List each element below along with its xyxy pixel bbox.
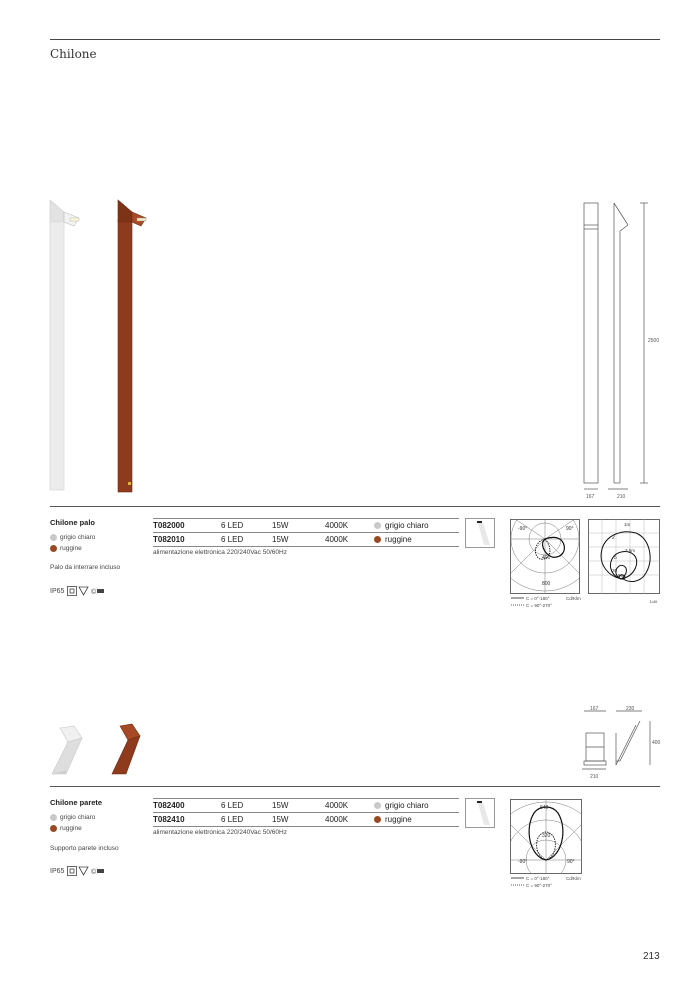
product-photos-palo [44, 196, 154, 496]
beam-icon-parete [465, 798, 495, 828]
isolux-diagram-palo [588, 519, 660, 605]
rust-swatch [50, 825, 57, 832]
svg-text:Cd/Klm: Cd/Klm [566, 876, 581, 881]
dimension-drawing-parete [576, 703, 666, 783]
svg-text:400: 400 [652, 740, 661, 746]
svg-text:Lux: Lux [650, 599, 658, 604]
svg-text:C = 90°-270°: C = 90°-270° [526, 883, 552, 888]
certifications-parete [50, 866, 105, 876]
dim-height-label: 2500 [648, 338, 660, 344]
svg-text:3.5m: 3.5m [625, 548, 636, 553]
section-rule-parete [50, 786, 660, 787]
svg-text:800: 800 [542, 581, 551, 587]
svg-text:210: 210 [590, 774, 599, 780]
polar-diagram-parete [510, 799, 582, 874]
page-title: Chilone [50, 47, 97, 61]
grey-swatch [374, 802, 381, 809]
polar-legend-palo [510, 594, 585, 610]
beam-icon-palo [465, 518, 495, 548]
table-row: T082400 6 LED 15W 4000K grigio chiaro [153, 799, 459, 813]
product-photos-parete [44, 718, 154, 778]
grey-swatch [50, 534, 57, 541]
rust-swatch [374, 536, 381, 543]
photo-rust-pole [118, 200, 146, 492]
finish-grey-palo: grigio chiaro [50, 534, 95, 541]
top-rule [50, 39, 660, 40]
svg-text:C = 0°-180°: C = 0°-180° [526, 876, 550, 881]
svg-text:20: 20 [612, 568, 618, 573]
svg-text:167: 167 [590, 706, 599, 712]
polar-legend-parete [510, 874, 585, 890]
svg-text:640: 640 [540, 805, 549, 811]
product-name-palo: Chilone palo [50, 518, 95, 527]
svg-text:320: 320 [542, 833, 551, 839]
spec-table-parete [153, 798, 459, 827]
class-symbols-icon [67, 866, 105, 876]
grey-swatch [374, 522, 381, 529]
svg-text:-90°: -90° [518, 859, 528, 865]
dimension-drawing-palo [570, 195, 665, 505]
dim-base-label: 167 [586, 494, 595, 500]
svg-text:C = 90°-270°: C = 90°-270° [526, 603, 552, 608]
svg-text:5: 5 [614, 555, 617, 561]
polar-diagram-palo [510, 519, 580, 594]
photo-rust-wall [112, 724, 140, 774]
svg-text:50: 50 [618, 573, 624, 578]
ip-rating: IP65 [50, 587, 65, 595]
svg-text:90°: 90° [567, 859, 575, 865]
svg-text:1m: 1m [624, 522, 631, 527]
rust-swatch [50, 545, 57, 552]
svg-text:-90°: -90° [518, 526, 528, 532]
page-number: 213 [643, 951, 660, 962]
power-supply-palo: alimentazione elettronica 220/240Vac 50/60Hz [153, 549, 287, 556]
svg-text:©: © [91, 589, 97, 596]
note-parete: Supporto parete incluso [50, 845, 119, 852]
svg-text:230: 230 [626, 706, 635, 712]
spec-table-palo [153, 518, 459, 547]
certifications-palo [50, 586, 105, 596]
svg-text:C = 0°-180°: C = 0°-180° [526, 596, 550, 601]
table-row: T082000 6 LED 15W 4000K grigio chiaro [153, 519, 459, 533]
finish-rust-palo: ruggine [50, 545, 82, 552]
dim-top-label: 210 [617, 494, 626, 500]
svg-text:Cd/Klm: Cd/Klm [566, 596, 581, 601]
svg-text:©: © [91, 869, 97, 876]
photo-grey-wall [52, 726, 82, 774]
photo-grey-pole [50, 200, 79, 490]
svg-text:400: 400 [542, 555, 551, 561]
power-supply-parete: alimentazione elettronica 220/240Vac 50/60Hz [153, 829, 287, 836]
grey-swatch [50, 814, 57, 821]
finish-rust-parete: ruggine [50, 825, 82, 832]
table-row: T082010 6 LED 15W 4000K ruggine [153, 533, 459, 547]
note-palo: Palo da interrare incluso [50, 564, 121, 571]
svg-text:2: 2 [612, 535, 615, 541]
class-symbols-icon [67, 586, 105, 596]
product-name-parete: Chilone parete [50, 798, 103, 807]
svg-text:90°: 90° [566, 526, 574, 532]
table-row: T082410 6 LED 15W 4000K ruggine [153, 813, 459, 827]
rust-swatch [374, 816, 381, 823]
section-rule-palo [50, 506, 660, 507]
ip-rating: IP65 [50, 867, 65, 875]
finish-grey-parete: grigio chiaro [50, 814, 95, 821]
